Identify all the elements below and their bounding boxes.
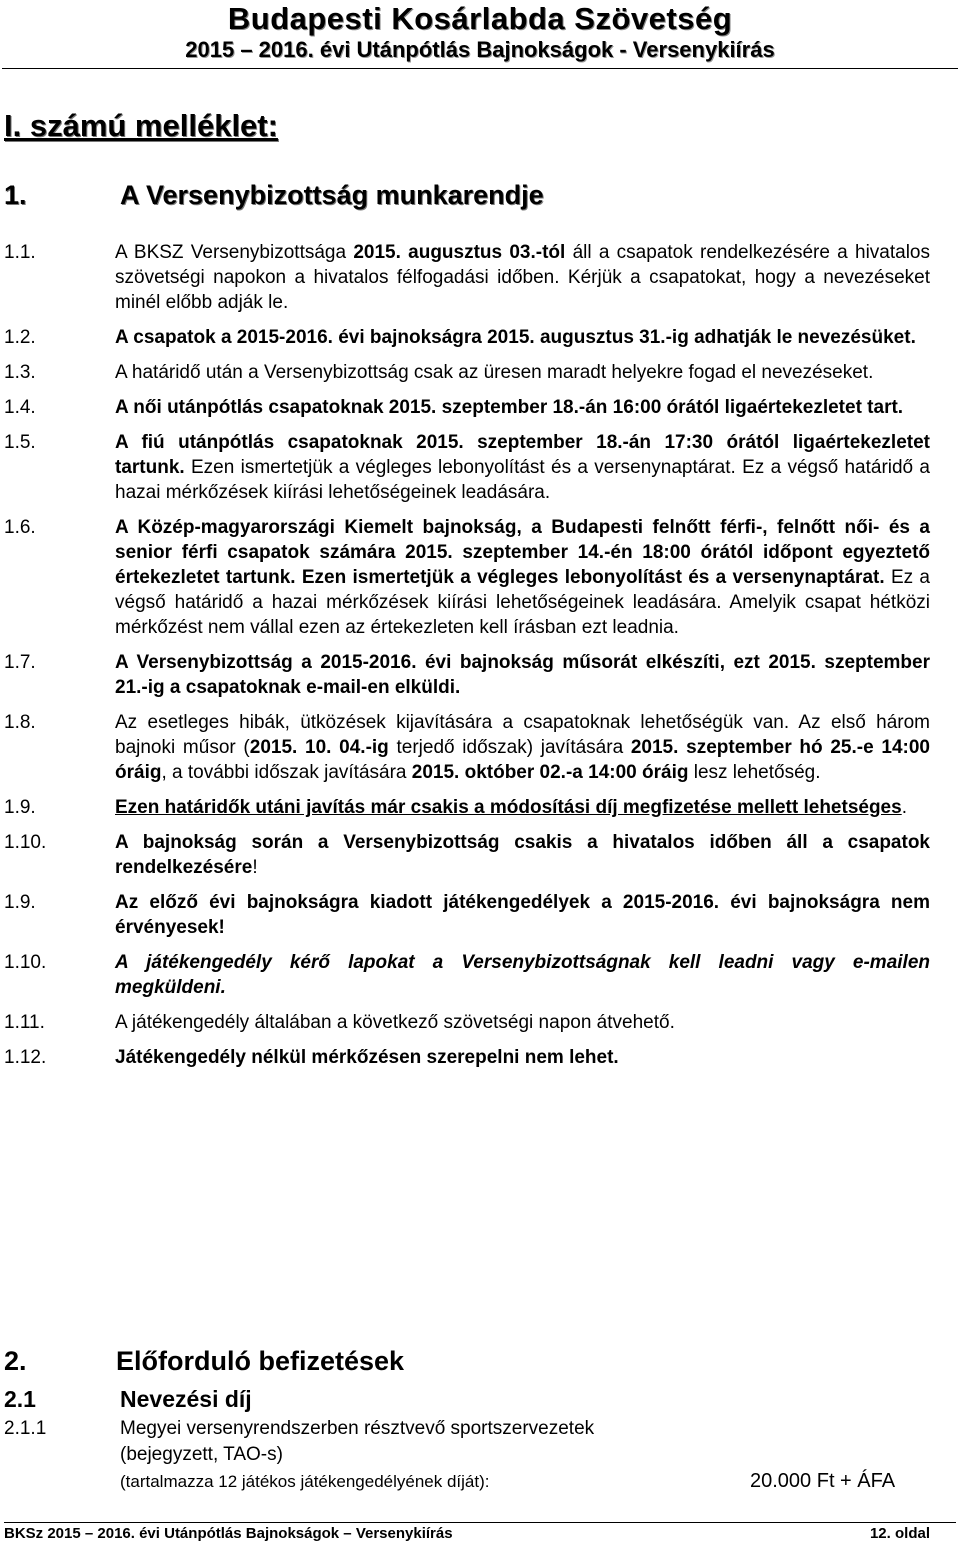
item-1-2: [0, 325, 930, 350]
item-text: áll a csapatok rendelkezésére a hivatalos szövetségi napokon a hivatalos félfogadási időben. Kérjük a csapatokat, hogy a nevezéseket minél előbb adják le.: [115, 242, 930, 313]
item-1-7: [0, 650, 930, 700]
item-text: A játékengedély kérő lapokat a Versenybizottságnak kell leadni vagy e-mailen megküldeni.: [115, 952, 930, 998]
item-text-bold: A bajnokság során a Versenybizottság csakis a hivatalos időben áll a csapatok rendelkezésére: [115, 832, 930, 878]
item-1-11: [0, 1010, 930, 1035]
header-subtitle: 2015 – 2016. évi Utánpótlás Bajnokságok - Versenykiírás: [185, 37, 775, 62]
item-text: !: [252, 857, 258, 878]
item-text: Az esetleges hibák, ütközések kijavítására a csapatoknak lehetőségük van. Az első három bajnoki műsor (: [115, 712, 930, 758]
item-1-3: [0, 360, 930, 385]
page-number: 12. oldal: [869, 1525, 930, 1542]
item-number: 1.9.: [4, 797, 36, 818]
item-1-1: [0, 240, 930, 315]
item-text: terjedő időszak) javítására: [388, 737, 631, 758]
item-number: 1.7.: [4, 652, 36, 673]
item-text: Az előző évi bajnokságra kiadott játékengedélyek a 2015-2016. évi bajnokságra nem érvényesek!: [115, 892, 930, 938]
item-number: 1.11.: [4, 1012, 45, 1033]
item-number: 1.9.: [4, 892, 36, 913]
item-text: A játékengedély általában a következő szövetségi napon átvehető.: [115, 1012, 675, 1033]
item-1-4: [0, 395, 930, 420]
item-number: 1.8.: [4, 712, 36, 733]
item-number: 1.10.: [4, 952, 47, 973]
item-text-bold: 2015. 10. 04.-ig: [249, 737, 389, 758]
item-1-12: [0, 1045, 930, 1070]
item-number: 1.3.: [4, 362, 36, 383]
section21-title: Nevezési díj: [120, 1386, 252, 1412]
item-text: , a további időszak javítására: [161, 762, 412, 783]
item-text-bold: A Közép-magyarországi Kiemelt bajnokság, a Budapesti felnőtt férfi-, felnőtt női- és a senior férfi csapatok számára 2015. szeptember 14.-én 18:00 órától időpont egyeztető értekezletet tartunk. Ezen ismertetjük a végleges lebonyolítást és a versenynaptárat.: [115, 517, 930, 588]
item-text-bold-underlined: Ezen határidők utáni javítás már csakis a módosítási díj megfizetése mellett lehetséges: [115, 797, 902, 818]
fee-line3: (tartalmazza 12 játékos játékengedélyének díját):: [120, 1472, 490, 1491]
item-1-8: [0, 710, 930, 785]
item-text-bold: 2015. augusztus 03.-tól: [353, 242, 566, 263]
item-1-5: [0, 430, 930, 505]
item-text-bold: 2015. szeptember hó 25.-e 14:00 óráig: [115, 737, 930, 783]
section21-number: 2.1: [4, 1386, 36, 1412]
item-text: A BKSZ Versenybizottsága: [115, 242, 354, 263]
fee-amount: 20.000 Ft + ÁFA: [750, 1470, 896, 1492]
item-number: 1.12.: [4, 1047, 47, 1068]
page-footer: [4, 1522, 956, 1542]
section1-items: [0, 240, 960, 1080]
item-text: Játékengedély nélkül mérkőzésen szerepelni nem lehet.: [115, 1047, 619, 1068]
section21-heading: [4, 1386, 252, 1413]
item-text: Ez a végső határidő a hazai mérkőzések kiírási lehetőségeinek leadására. Amelyik csapat hétközi mérkőzést nem vállal ezen az értekezleten kell írásban ezt leadnia.: [115, 567, 930, 638]
item-text: A Versenybizottság a 2015-2016. évi bajnokság műsorát elkészíti, ezt 2015. szeptember 21.-ig a csapatoknak e-mail-en elküldi.: [115, 652, 930, 698]
header-divider: [2, 68, 958, 69]
item-number: 1.1.: [4, 242, 36, 263]
section2-number: 2.: [4, 1346, 27, 1376]
section1-title: A Versenybizottság munkarendje: [120, 180, 544, 210]
section1-number: 1.: [4, 180, 27, 210]
annex-title: I. számú melléklet:: [4, 108, 278, 143]
fee-line2: (bejegyzett, TAO-s): [120, 1444, 283, 1465]
item-1-9-b: [0, 890, 930, 940]
item-text: A határidő után a Versenybizottság csak az üresen maradt helyekre fogad el nevezéseket.: [115, 362, 874, 383]
item-text: .: [901, 797, 907, 818]
item-number: 1.6.: [4, 517, 36, 538]
item-text: lesz lehetőség.: [688, 762, 821, 783]
item-1-9: [0, 795, 930, 820]
page-header: [0, 0, 960, 64]
item-number: 1.4.: [4, 397, 36, 418]
item-text: Ezen ismertetjük a végleges lebonyolítást és a versenynaptárat. Ez a végső határidő a hazai mérkőzések kiírási lehetőségeinek leadására.: [115, 457, 930, 503]
item-1-6: [0, 515, 930, 640]
item-1-10-b: [0, 950, 930, 1000]
item-text: A csapatok a 2015-2016. évi bajnokságra 2015. augusztus 31.-ig adhatják le nevezésüket.: [115, 327, 916, 348]
item-text-bold: A fiú utánpótlás csapatoknak 2015. szeptember 18.-án 17:30 órától ligaértekezletet tartunk.: [115, 432, 930, 478]
header-title: Budapesti Kosárlabda Szövetség: [227, 1, 733, 36]
section2-heading: [4, 1346, 405, 1377]
item-text: A női utánpótlás csapatoknak 2015. szeptember 18.-án 16:00 órától ligaértekezletet tart.: [115, 397, 904, 418]
fee-number: 2.1.1: [4, 1418, 47, 1439]
footer-title: BKSz 2015 – 2016. évi Utánpótlás Bajnokságok – Versenykiírás: [4, 1525, 453, 1542]
item-1-10: [0, 830, 930, 880]
item-number: 1.2.: [4, 327, 36, 348]
section2-title: Előforduló befizetések: [116, 1346, 405, 1376]
item-text-bold: 2015. október 02.-a 14:00 óráig: [411, 762, 689, 783]
item-number: 1.10.: [4, 832, 47, 853]
fee-line1: Megyei versenyrendszerben résztvevő sportszervezetek: [120, 1418, 595, 1439]
item-number: 1.5.: [4, 432, 36, 453]
section1-heading: [4, 180, 544, 211]
fee-item: [4, 1417, 934, 1492]
